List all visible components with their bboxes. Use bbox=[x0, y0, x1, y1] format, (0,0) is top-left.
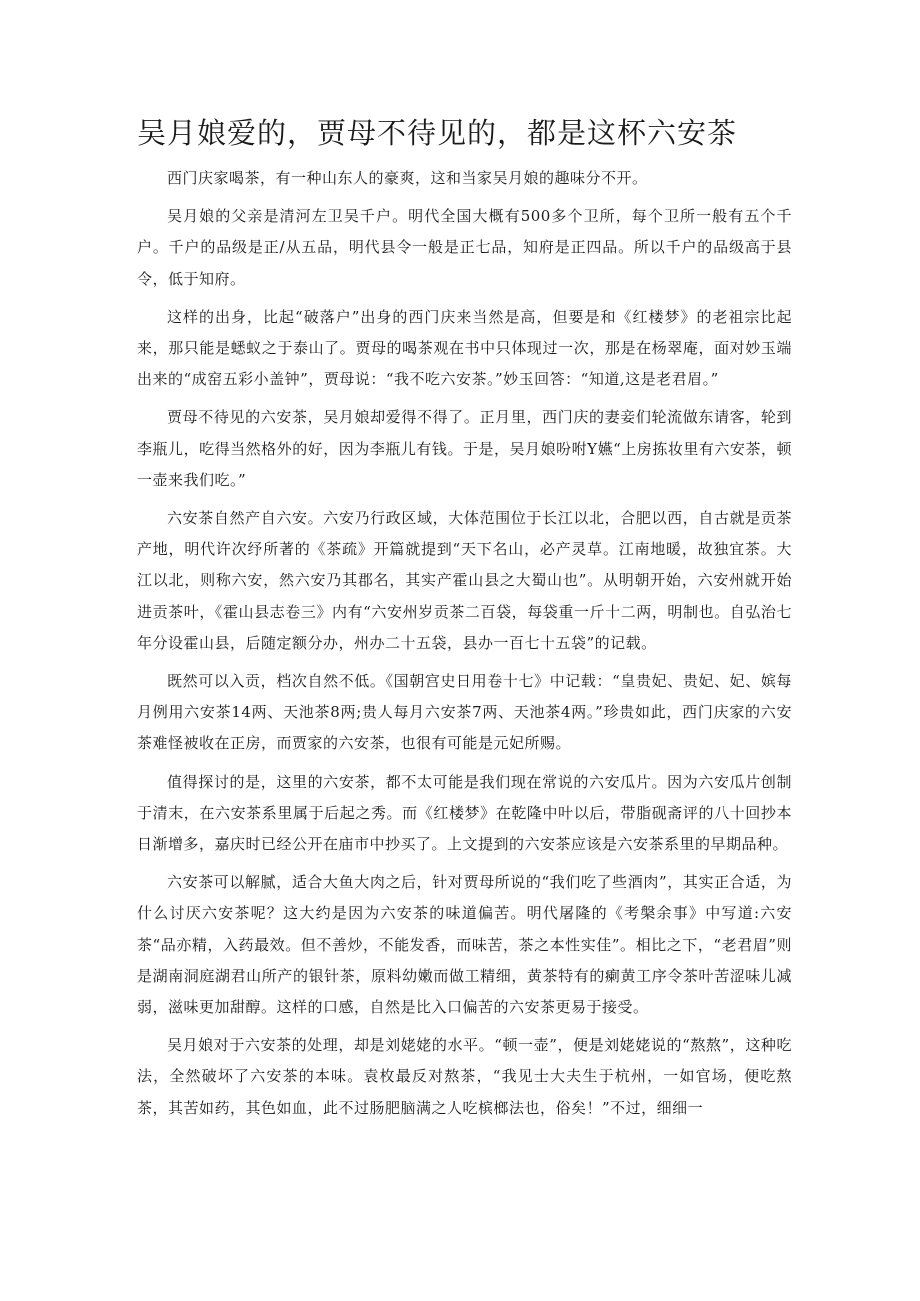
paragraph: 贾母不待见的六安茶，吴月娘却爱得不得了。正月里，西门庆的妻妾们轮流做东请客，轮到李瓶儿，吃得当然格外的好，因为李瓶儿有钱。于是，吴月娘吩咐Y嬿“上房拣妆里有六安茶，顿一壶来我们吃。” bbox=[137, 408, 792, 489]
paragraph: 西门庆家喝茶，有一种山东人的豪爽，这和当家吴月娘的趣味分不开。 bbox=[167, 169, 648, 187]
paragraph: 吴月娘的父亲是清河左卫吴千户。明代全国大概有500多个卫所，每个卫所一般有五个千户。千户的品级是正/从五品，明代县令一般是正七品，知府是正四品。所以千户的品级高于县令，低于知府。 bbox=[137, 207, 792, 288]
paragraph: 这样的出身，比起“破落户”出身的西门庆来当然是高，但要是和《红楼梦》的老祖宗比起来，那只能是蟋蚁之于泰山了。贾母的喝茶观在书中只体现过一次，那是在杨翠庵，面对妙玉端出来的“成窑五彩小盖钟”，贾母说：“我不吃六安茶。”妙玉回答：“知道,这是老君眉。” bbox=[137, 307, 792, 389]
paragraph: 值得探讨的是，这里的六安茶，都不太可能是我们现在常说的六安瓜片。因为六安瓜片创制于清末，在六安茶系里属于后起之秀。而《红楼梦》在乾隆中叶以后，带脂砚斋评的八十回抄本日渐增多，嘉庆时已经公开在庙市中抄买了。上文提到的六安茶应该是六安茶系里的早期品种。 bbox=[137, 772, 792, 854]
paragraph: 六安茶自然产自六安。六安乃行政区域，大体范围位于长江以北，合肥以西，自古就是贡茶产地，明代许次纾所著的《茶疏》开篇就提到“天下名山，必产灵草。江南地暖，故独宜茶。大江以北，则称六安，然六安乃其郡名，其实产霍山县之大蜀山也”。从明朝开始，六安州就开始进贡茶叶，《霍山县志卷三》内有“六安州岁贡茶二百袋，每袋重一斤十二两，明制也。自弘治七年分设霍山县，后随定额分办，州办二十五袋，县办一百七十五袋”的记载。 bbox=[137, 509, 792, 652]
paragraph: 既然可以入贡，档次自然不低。《国朝宫史日用卷十七》中记载：“皇贵妃、贵妃、妃、嫔每月例用六安茶14两、天池茶8两;贵人每月六安茶7两、天池茶4两。”珍贵如此，西门庆家的六安茶难怪被收在正房，而贾家的六安茶，也很有可能是元妃所赐。 bbox=[137, 672, 792, 753]
paragraph: 六安茶可以解腻，适合大鱼大肉之后，针对贾母所说的“我们吃了些酒肉”，其实正合适，为什么讨厌六安茶呢？这大约是因为六安茶的味道偏苦。明代屠隆的《考槃余事》中写道:六安茶“品亦精，入药最效。但不善炒，不能发香，而味苦，茶之本性实佳”。相比之下，“老君眉”则是湖南洞庭湖君山所产的银针茶，原料幼嫩而做工精细，黄茶特有的瘌黄工序令茶叶苦涩味儿减弱，滋味更加甜醇。这样的口感，自然是比入口偏苦的六安茶更易于接受。 bbox=[137, 873, 792, 1017]
article-title: 吴月娘爱的，贾母不待见的，都是这杯六安茶 bbox=[137, 116, 738, 150]
paragraph: 吴月娘对于六安茶的处理，却是刘姥姥的水平。“顿一壶”，便是刘姥姥说的“熬熬”，这种吃法，全然破坏了六安茶的本味。袁枚最反对熬茶，“我见士大夫生于杭州，一如官场，便吃熬茶，其苦如药，其色如血，此不过肠肥脑满之人吃槟榔法也，俗矣！”不过，细细一 bbox=[137, 1036, 792, 1117]
article-body bbox=[137, 163, 792, 1131]
